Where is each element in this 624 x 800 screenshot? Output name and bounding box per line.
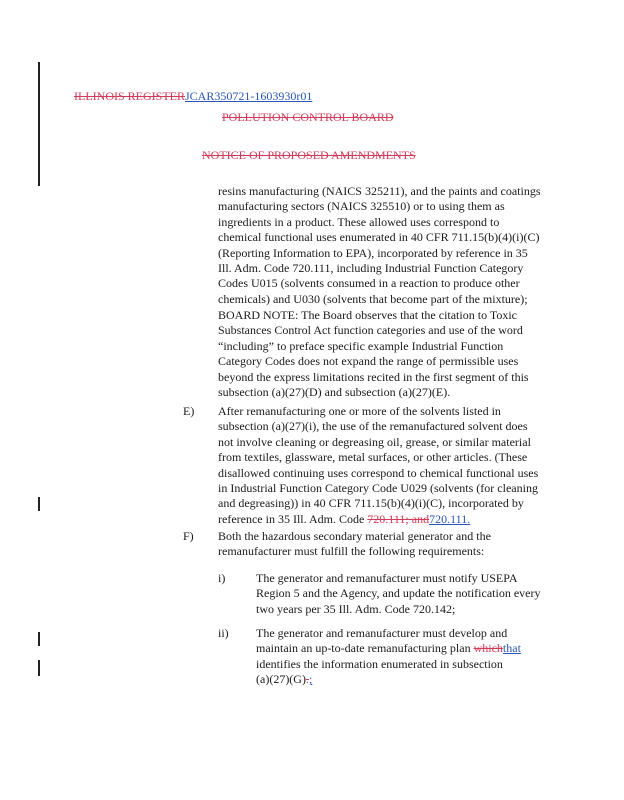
- text-fragment: reference in 35 Ill. Adm. Code: [218, 511, 368, 526]
- text-line: two years per 35 Ill. Adm. Code 720.142;: [256, 601, 456, 616]
- deleted-text: 720.111; and: [367, 511, 430, 526]
- register-deleted: ILLINOIS REGISTER: [74, 89, 185, 103]
- text-line: Both the hazardous secondary material generator and the: [218, 529, 491, 543]
- text-line: beyond the express limitations recited in the first segment of this: [218, 369, 529, 384]
- text-line: Region 5 and the Agency, and update the notification every: [256, 586, 541, 601]
- text-line: and degreasing)) in 40 CFR 711.15(b)(4)(i)(C), incorporated by: [218, 496, 524, 511]
- register-header: [74, 89, 312, 104]
- inserted-text: ;: [308, 672, 313, 687]
- text-line: remanufacturer must fulfill the following requirements:: [218, 544, 485, 559]
- text-line: Codes U015 (solvents consumed in a reaction to produce other: [218, 276, 520, 291]
- text-line: chemicals) and U030 (solvents that become part of the mixture);: [218, 291, 528, 306]
- change-bar: [38, 632, 40, 646]
- item-f-text: [218, 529, 558, 560]
- change-bar: [38, 497, 40, 511]
- text-line: from textiles, glassware, metal surfaces, or other articles. (These: [218, 450, 528, 465]
- text-fragment: maintain an up-to-date remanufacturing plan: [256, 641, 474, 656]
- text-line: manufacturing sectors (NAICS 325510) or to using them as: [218, 199, 505, 214]
- board-title: POLLUTION CONTROL BOARD: [222, 110, 394, 124]
- text-line: identifies the information enumerated in subsection: [256, 656, 503, 671]
- text-line: Substances Control Act function categories and use of the word: [218, 323, 523, 338]
- item-i-text: [256, 571, 566, 617]
- change-bar: [38, 62, 40, 186]
- text-line: ingredients in a product. These allowed uses correspond to: [218, 214, 500, 229]
- text-line: After remanufacturing one or more of the solvents listed in: [218, 404, 501, 418]
- text-line: not involve cleaning or degreasing oil, grease, or similar material: [218, 434, 531, 449]
- register-inserted: JCAR350721-1603930r01: [185, 89, 313, 103]
- inserted-text: that: [502, 641, 521, 656]
- text-line: [256, 672, 566, 687]
- text-line: The generator and remanufacturer must develop and: [256, 626, 508, 640]
- text-line: Ill. Adm. Code 720.111, including Industrial Function Category: [218, 261, 524, 276]
- item-i-label: i): [218, 571, 226, 585]
- text-line: “including” to preface specific example Industrial Function: [218, 338, 504, 353]
- text-line: subsection (a)(27)(i), the use of the remanufactured solvent does: [218, 419, 528, 434]
- text-line: BOARD NOTE: The Board observes that the citation to Toxic: [218, 308, 517, 322]
- inserted-text: 720.111.: [429, 511, 471, 526]
- text-line: (Reporting Information to EPA), incorporated by reference in 35: [218, 245, 528, 260]
- deleted-text: .: [305, 672, 309, 687]
- text-line: disallowed continuing uses correspond to chemical functional uses: [218, 465, 539, 480]
- item-ii-label: ii): [218, 626, 229, 640]
- item-e-label: E): [183, 404, 195, 418]
- text-line: Category Codes does not expand the range of permissible uses: [218, 354, 519, 369]
- item-ii-text: [256, 626, 566, 688]
- board-note: [218, 308, 558, 400]
- notice-title: NOTICE OF PROPOSED AMENDMENTS: [202, 148, 416, 162]
- text-line: resins manufacturing (NAICS 325211), and the paints and coatings: [218, 184, 541, 198]
- text-fragment: (a)(27)(G): [256, 672, 306, 687]
- text-line: chemical functional uses enumerated in 40 CFR 711.15(b)(4)(i)(C): [218, 230, 540, 245]
- text-line: The generator and remanufacturer must notify USEPA: [256, 571, 518, 585]
- text-line: in Industrial Function Category Code U029 (solvents (for cleaning: [218, 481, 538, 496]
- text-line: subsection (a)(27)(D) and subsection (a)(27)(E).: [218, 385, 451, 400]
- item-f-label: F): [183, 529, 194, 543]
- text-line: [218, 512, 558, 527]
- deleted-text: which: [473, 641, 503, 656]
- change-bar: [38, 660, 40, 676]
- item-e-text: [218, 404, 558, 527]
- para-continuation: [218, 184, 558, 307]
- text-line: [256, 641, 566, 656]
